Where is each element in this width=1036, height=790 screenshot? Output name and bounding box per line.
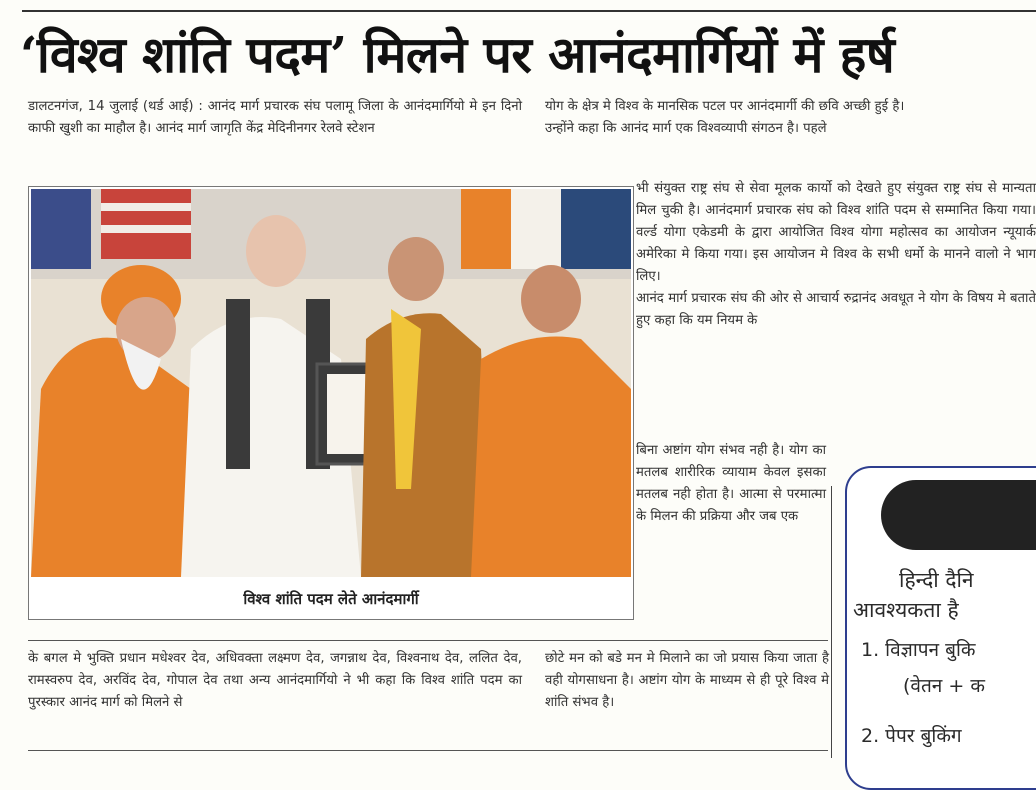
- article-paragraph: उन्होंने कहा कि आनंद मार्ग एक विश्वव्यापी संगठन है। पहले: [545, 121, 827, 136]
- bottom-rule: [28, 750, 828, 751]
- ad-line-1: हिन्दी दैनि: [899, 568, 974, 592]
- article-paragraph: छोटे मन को बडे मन मे मिलाने का जो प्रयास किया जाता है वही योगसाधना है। अष्टांग योग के माध्यम से ही पूरे विश्व मे शांति संभव है।: [545, 651, 829, 710]
- photo-caption: विश्व शांति पदम लेते आनंदमार्गी: [243, 590, 419, 608]
- column-1-bottom: [28, 648, 522, 714]
- column-separator: [831, 486, 832, 758]
- column-2-bottom: [545, 648, 829, 714]
- ad-line-2: आवश्यकता है: [853, 598, 959, 622]
- article-paragraph: आनंद मार्ग प्रचारक संघ की ओर से आचार्य रुद्रानंद अवधूत ने योग के विषय मे बताते हुए कहा कि यम नियम के: [636, 291, 1036, 328]
- article-paragraph: डालटनगंज, 14 जुलाई (थर्ड आई) : आनंद मार्ग प्रचारक संघ पलामू जिला के आनंदमार्गियो मे इन दिनो काफी खुशी का माहौल है। आनंद मार्ग जागृति केंद्र मेदिनीनगर रेलवे स्टेशन: [28, 99, 522, 136]
- column-2-wrap: [636, 178, 1036, 332]
- column-2-top: [545, 96, 1036, 140]
- news-photo-frame: [28, 186, 634, 620]
- article-paragraph: के बगल मे भुक्ति प्रधान मधेश्वर देव, अधिवक्ता लक्ष्मण देव, जगन्नाथ देव, विश्वनाथ देव, ललित देव, रामस्वरुप देव, अरविंद देव, गोपाल देव तथा अन्य आनंदमार्गियो ने भी कहा कि विश्व शांति पदम का पुरस्कार आनंद मार्ग को मिलने से: [28, 651, 522, 710]
- ad-item-1-detail: (वेतन + क: [903, 675, 985, 697]
- article-paragraph: बिना अष्टांग योग संभव नही है। योग का मतलब शारीरिक व्यायाम केवल इसका मतलब नही होता है। आत्मा से परमात्मा के मिलन की प्रक्रिया और जब एक: [636, 443, 826, 524]
- advertisement-box: [845, 466, 1036, 790]
- article-paragraph: भी संयुक्त राष्ट्र संघ से सेवा मूलक कार्यो को देखते हुए संयुक्त राष्ट्र संघ से मान्यता मिल चुकी है। आनंदमार्ग प्रचारक संघ को विश्व शांति पदम से सम्मानित किया गया। वर्ल्ड योगा एकेडमी के द्वारा आयोजित विश्व योगा महोत्सव का आयोजन न्यूयार्क अमेरिका मे किया गया। इस आयोजन मे विश्व के सभी धर्मो के मानने वालो ने भाग लिए।: [636, 181, 1036, 284]
- ad-item-1: 1. विज्ञापन बुकि: [861, 639, 976, 661]
- headline: ‘विश्व शांति पदम’ मिलने पर आनंदमार्गियों में हर्ष: [20, 25, 895, 84]
- column-2-narrow: [636, 440, 826, 528]
- column-1-top: [28, 96, 522, 140]
- news-photo: [31, 189, 631, 577]
- ad-item-2: 2. पेपर बुकिंग: [861, 725, 962, 747]
- award-ceremony-photo: [31, 189, 631, 577]
- column-divider-rule: [28, 640, 828, 641]
- top-rule: [22, 0, 1036, 12]
- article-paragraph: योग के क्षेत्र मे विश्व के मानसिक पटल पर आनंदमार्गी की छवि अच्छी हुई है।: [545, 99, 905, 114]
- ad-banner-pill: [881, 480, 1036, 550]
